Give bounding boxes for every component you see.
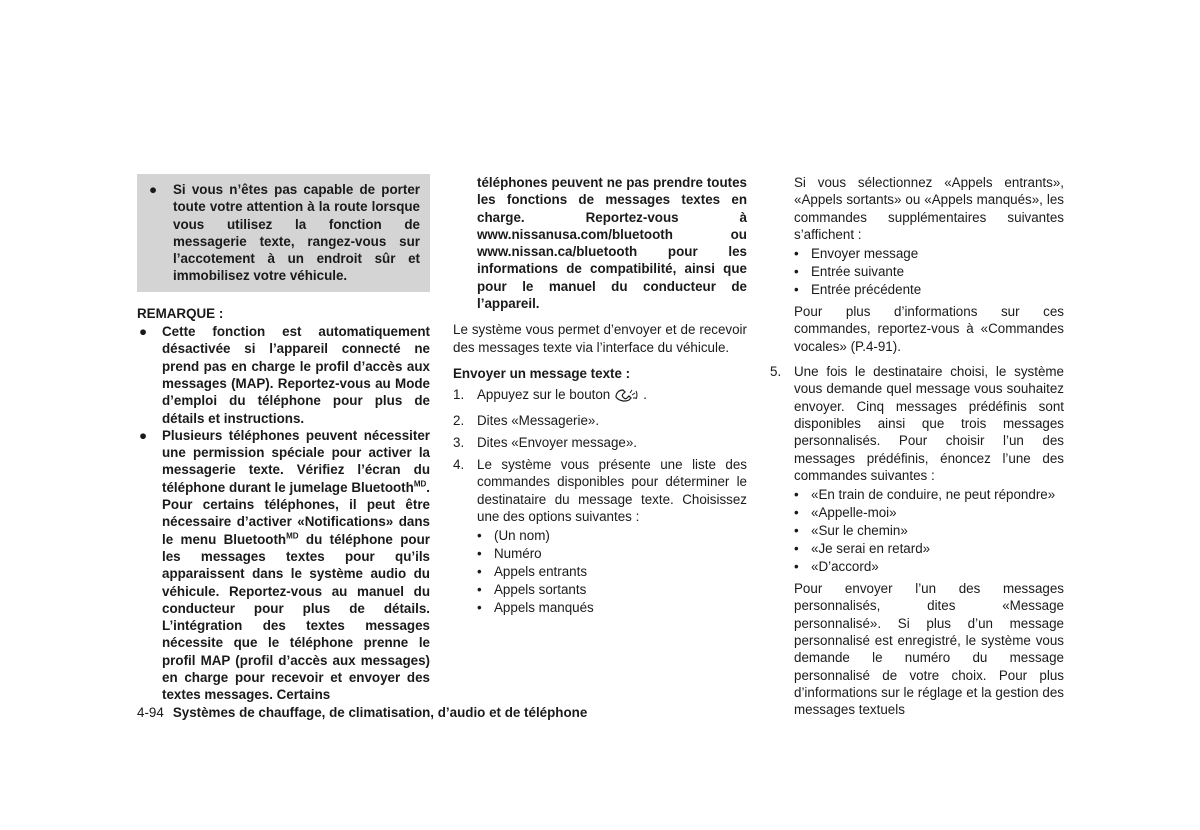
step-text: Dites «Messagerie». bbox=[477, 412, 600, 428]
list-item-text: «D’accord» bbox=[811, 559, 879, 575]
bullet-marker: • bbox=[477, 582, 482, 598]
list-item bbox=[477, 527, 747, 545]
section-title: Envoyer un message texte : bbox=[453, 365, 631, 381]
warning-text: Si vous n’êtes pas capable de porter toute votre attention à la route lorsque vous utilisez la fonction de messagerie texte, rangez-vous sur l’accotement à un endroit sûr et immobilisez votre véhicule. bbox=[173, 182, 420, 284]
warning-box bbox=[137, 174, 430, 292]
list-item bbox=[794, 486, 1064, 504]
list-item-text: Appels sortants bbox=[494, 582, 587, 598]
list-item-text: Appels manqués bbox=[494, 600, 594, 616]
list-item-text: Numéro bbox=[494, 546, 542, 562]
list-item bbox=[477, 563, 747, 581]
note-text-part: du téléphone pour les messages textes pour qu’ils apparaissent dans le système audio du véhicule. Reportez-vous au manuel du conducteur pour plus de détails. L’intégration des textes messages nécessite que le téléphone prenne le profil MAP (profil d’accès aux messages) en charge pour recevoir et envoyer des textes messages. Certains bbox=[162, 531, 430, 703]
list-item bbox=[794, 540, 1064, 558]
commands-list bbox=[794, 245, 1064, 299]
phone-voice-button-icon bbox=[613, 388, 643, 406]
warning-item bbox=[147, 181, 420, 285]
bullet-marker: • bbox=[477, 528, 482, 544]
bullet-marker: ● bbox=[149, 182, 158, 197]
bullet-marker: • bbox=[794, 246, 799, 262]
step-text-label: Appuyez sur le bouton bbox=[477, 387, 611, 403]
list-item bbox=[794, 245, 1064, 263]
step-item bbox=[453, 386, 747, 406]
step-text: Dites «Envoyer message». bbox=[477, 434, 638, 450]
list-item-text: (Un nom) bbox=[494, 528, 550, 544]
step-item bbox=[453, 456, 747, 525]
note-text-part: Plusieurs téléphones peuvent nécessiter une permission spéciale pour activer la messagerie texte. Vérifiez l’écran du téléphone durant le jumelage Bluetooth bbox=[162, 427, 430, 495]
step-item bbox=[453, 412, 747, 429]
list-item bbox=[794, 558, 1064, 576]
bullet-marker: ● bbox=[139, 324, 148, 340]
bullet-marker: • bbox=[477, 600, 482, 616]
step-text bbox=[477, 386, 747, 406]
list-item-text: Entrée précédente bbox=[811, 282, 922, 298]
chapter-title: Systèmes de chauffage, de climatisation, d’audio et de téléphone bbox=[172, 705, 588, 720]
list-item-text: Entrée suivante bbox=[811, 264, 905, 280]
note-title: REMARQUE : bbox=[137, 305, 224, 321]
step-number: 2. bbox=[453, 412, 465, 428]
bullet-marker: • bbox=[477, 564, 482, 580]
list-item-text: «En train de conduire, ne peut répondre» bbox=[811, 487, 1056, 503]
step5-continuation bbox=[770, 486, 1064, 718]
page-number: 4-94 bbox=[137, 705, 164, 720]
step-number: 1. bbox=[453, 387, 465, 403]
bullet-marker: • bbox=[794, 541, 799, 557]
bullet-marker: • bbox=[794, 523, 799, 539]
step4-continuation bbox=[770, 174, 1064, 355]
bullet-marker: • bbox=[794, 487, 799, 503]
paragraph: Si vous sélectionnez «Appels entrants», «Appels sortants» ou «Appels manqués», les commandes supplémentaires suivantes s’affichent : bbox=[794, 175, 1064, 242]
middle-column bbox=[453, 174, 747, 617]
list-item-text: Envoyer message bbox=[811, 246, 919, 262]
steps-list bbox=[453, 386, 747, 525]
continued-note-text: téléphones peuvent ne pas prendre toutes les fonctions de messages textes en charge. Reportez-vous à www.nissanusa.com/bluetooth ou www.nissan.ca/bluetooth pour les informations de compatibilité, ainsi que pour le manuel du conducteur de l’appareil. bbox=[477, 175, 747, 312]
bullet-marker: • bbox=[794, 505, 799, 521]
step-text: Le système vous présente une liste des commandes disponibles pour déterminer le destinataire du message texte. Choisissez une des options suivantes : bbox=[477, 457, 747, 525]
trademark-superscript: MD bbox=[286, 531, 299, 541]
step-text: Une fois le destinataire choisi, le système vous demande quel message vous souhaitez envoyer. Cinq messages prédéfinis sont disponibles ainsi que trois messages personnalisés. Pour choisir l’un des messages prédéfinis, énoncez l’une des commandes suivantes : bbox=[794, 364, 1064, 483]
paragraph: Pour plus d’informations sur ces commandes, reportez-vous à «Commandes vocales» (P.4-91). bbox=[794, 304, 1064, 354]
page-footer bbox=[137, 705, 587, 720]
predefined-messages-list bbox=[794, 486, 1064, 576]
list-item bbox=[794, 263, 1064, 281]
list-item bbox=[794, 281, 1064, 299]
paragraph: Pour envoyer l’un des messages personnalisés, dites «Message personnalisé». Si plus d’un message personnalisé est enregistré, le système vous demande le numéro du message personnalisé de votre choix. Pour plus d’informations sur le réglage et la gestion des messages textuels bbox=[794, 581, 1064, 718]
bullet-marker: • bbox=[794, 282, 799, 298]
bullet-marker: • bbox=[794, 264, 799, 280]
left-column bbox=[137, 174, 430, 704]
step-item bbox=[453, 434, 747, 451]
note-text bbox=[162, 427, 430, 704]
intro-paragraph: Le système vous permet d’envoyer et de recevoir des messages texte via l’interface du véhicule. bbox=[453, 322, 747, 355]
bullet-marker: • bbox=[477, 546, 482, 562]
list-item bbox=[477, 599, 747, 617]
options-list bbox=[477, 527, 747, 617]
note-text: Cette fonction est automatiquement désactivée si l’appareil connecté ne prend pas en charge le profil d’accès aux messages (MAP). Reportez-vous au Mode d’emploi du téléphone pour plus de détails et instructions. bbox=[162, 324, 430, 426]
step-number: 5. bbox=[770, 364, 782, 380]
note-item bbox=[137, 323, 430, 427]
list-item bbox=[477, 581, 747, 599]
bullet-marker: ● bbox=[139, 427, 148, 443]
list-item-text: «Appelle-moi» bbox=[811, 505, 897, 521]
step-number: 3. bbox=[453, 434, 465, 450]
note-item bbox=[137, 427, 430, 704]
list-item-text: «Sur le chemin» bbox=[811, 523, 908, 539]
step-text-end: . bbox=[643, 387, 647, 403]
list-item bbox=[794, 522, 1064, 540]
step-item bbox=[770, 363, 1064, 484]
right-column bbox=[770, 174, 1064, 719]
list-item bbox=[477, 545, 747, 563]
note-text-part: . Pour certains téléphones, il peut être nécessaire d’activer «Notifications» dans le menu Bluetooth bbox=[162, 479, 430, 547]
list-item bbox=[794, 504, 1064, 522]
list-item-text: «Je serai en retard» bbox=[811, 541, 931, 557]
list-item-text: Appels entrants bbox=[494, 564, 588, 580]
step-number: 4. bbox=[453, 457, 465, 473]
bullet-marker: • bbox=[794, 559, 799, 575]
trademark-superscript: MD bbox=[413, 479, 427, 489]
